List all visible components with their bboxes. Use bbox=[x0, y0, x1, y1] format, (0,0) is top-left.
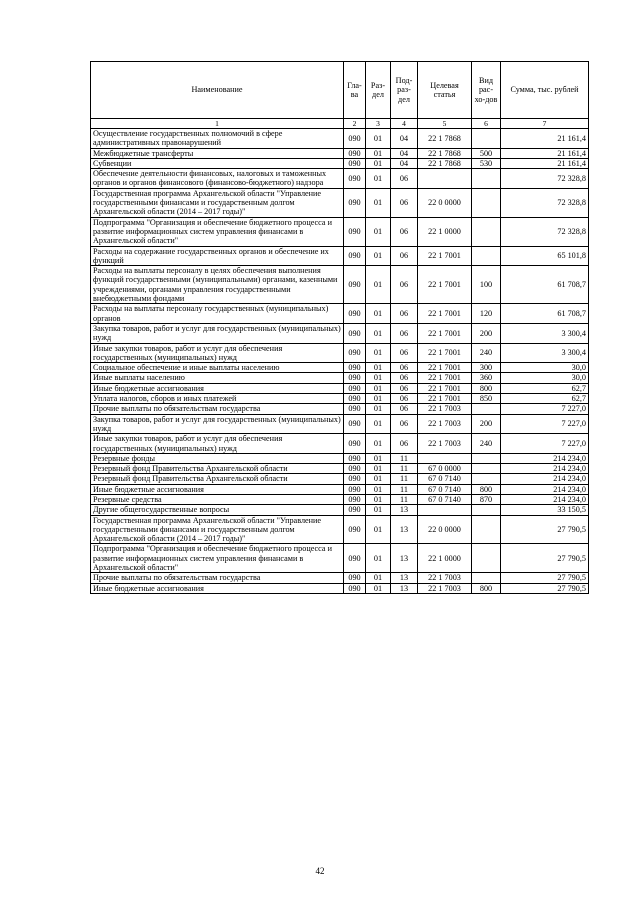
row-section: 01 bbox=[366, 323, 391, 343]
row-amount: 21 161,4 bbox=[501, 158, 589, 168]
row-expense-type: 500 bbox=[472, 148, 501, 158]
row-section: 01 bbox=[366, 217, 391, 246]
row-subsection: 11 bbox=[391, 453, 418, 463]
row-name: Иные закупки товаров, работ и услуг для обеспечения государственных (муниципальных) нужд bbox=[91, 434, 344, 454]
table-row bbox=[91, 266, 589, 304]
row-expense-type bbox=[472, 505, 501, 515]
row-amount: 3 300,4 bbox=[501, 323, 589, 343]
table-row bbox=[91, 484, 589, 494]
row-chapter: 090 bbox=[344, 453, 366, 463]
row-name: Иные выплаты населению bbox=[91, 373, 344, 383]
row-chapter: 090 bbox=[344, 474, 366, 484]
row-amount: 27 790,5 bbox=[501, 573, 589, 583]
row-name: Закупка товаров, работ и услуг для государственных (муниципальных) нужд bbox=[91, 323, 344, 343]
budget-table bbox=[90, 61, 589, 594]
table-row bbox=[91, 304, 589, 324]
row-chapter: 090 bbox=[344, 169, 366, 189]
row-section: 01 bbox=[366, 266, 391, 304]
row-chapter: 090 bbox=[344, 434, 366, 454]
row-name: Подпрограмма "Организация и обеспечение бюджетного процесса и развитие информационных систем управления финансами в Архангельской области" bbox=[91, 544, 344, 573]
table-row bbox=[91, 404, 589, 414]
table-row bbox=[91, 383, 589, 393]
row-chapter: 090 bbox=[344, 494, 366, 504]
row-amount: 33 150,5 bbox=[501, 505, 589, 515]
row-name: Прочие выплаты по обязательствам государства bbox=[91, 573, 344, 583]
header-name: Наименование bbox=[91, 62, 344, 119]
header-subsection: Под-раз-дел bbox=[391, 62, 418, 119]
row-subsection: 06 bbox=[391, 266, 418, 304]
table-row bbox=[91, 434, 589, 454]
row-amount: 61 708,7 bbox=[501, 266, 589, 304]
row-amount: 30,0 bbox=[501, 373, 589, 383]
row-subsection: 11 bbox=[391, 464, 418, 474]
row-subsection: 13 bbox=[391, 573, 418, 583]
row-subsection: 06 bbox=[391, 323, 418, 343]
row-target-article: 22 1 7003 bbox=[418, 404, 472, 414]
row-section: 01 bbox=[366, 148, 391, 158]
row-expense-type: 100 bbox=[472, 266, 501, 304]
row-target-article: 22 1 7003 bbox=[418, 583, 472, 593]
row-expense-type: 240 bbox=[472, 343, 501, 363]
row-section: 01 bbox=[366, 484, 391, 494]
page-number: 42 bbox=[315, 866, 325, 876]
row-expense-type bbox=[472, 169, 501, 189]
row-section: 01 bbox=[366, 505, 391, 515]
header-section: Раз-дел bbox=[366, 62, 391, 119]
row-target-article: 22 1 0000 bbox=[418, 217, 472, 246]
column-number: 3 bbox=[366, 119, 391, 129]
row-section: 01 bbox=[366, 573, 391, 583]
row-name: Социальное обеспечение и иные выплаты населению bbox=[91, 363, 344, 373]
row-expense-type: 120 bbox=[472, 304, 501, 324]
row-amount: 62,7 bbox=[501, 394, 589, 404]
row-target-article: 22 1 7001 bbox=[418, 363, 472, 373]
row-target-article: 22 1 7003 bbox=[418, 573, 472, 583]
table-row bbox=[91, 373, 589, 383]
row-target-article: 22 1 7003 bbox=[418, 414, 472, 434]
row-target-article: 67 0 7140 bbox=[418, 474, 472, 484]
row-target-article: 22 1 7868 bbox=[418, 148, 472, 158]
row-subsection: 06 bbox=[391, 304, 418, 324]
row-amount: 61 708,7 bbox=[501, 304, 589, 324]
row-name: Государственная программа Архангельской области "Управление государственными финансами и государственным долгом Архангельской области (2014 – 2017 годы)" bbox=[91, 188, 344, 217]
row-name: Резервные средства bbox=[91, 494, 344, 504]
row-subsection: 06 bbox=[391, 246, 418, 266]
row-chapter: 090 bbox=[344, 394, 366, 404]
row-target-article: 22 1 7868 bbox=[418, 129, 472, 149]
row-subsection: 11 bbox=[391, 474, 418, 484]
row-name: Уплата налогов, сборов и иных платежей bbox=[91, 394, 344, 404]
row-section: 01 bbox=[366, 246, 391, 266]
row-chapter: 090 bbox=[344, 343, 366, 363]
row-target-article: 22 0 0000 bbox=[418, 515, 472, 544]
row-name: Обеспечение деятельности финансовых, налоговых и таможенных органов и органов финансового (финансово-бюджетного) надзора bbox=[91, 169, 344, 189]
row-subsection: 13 bbox=[391, 515, 418, 544]
row-amount: 27 790,5 bbox=[501, 544, 589, 573]
row-target-article: 22 1 0000 bbox=[418, 544, 472, 573]
row-target-article: 22 1 7001 bbox=[418, 343, 472, 363]
row-target-article: 22 0 0000 bbox=[418, 188, 472, 217]
table-row bbox=[91, 363, 589, 373]
row-expense-type bbox=[472, 515, 501, 544]
row-chapter: 090 bbox=[344, 266, 366, 304]
row-section: 01 bbox=[366, 515, 391, 544]
row-section: 01 bbox=[366, 373, 391, 383]
row-chapter: 090 bbox=[344, 515, 366, 544]
row-section: 01 bbox=[366, 169, 391, 189]
row-subsection: 06 bbox=[391, 404, 418, 414]
table-row bbox=[91, 474, 589, 484]
row-expense-type bbox=[472, 188, 501, 217]
row-chapter: 090 bbox=[344, 246, 366, 266]
row-target-article: 22 1 7868 bbox=[418, 158, 472, 168]
row-chapter: 090 bbox=[344, 583, 366, 593]
row-section: 01 bbox=[366, 188, 391, 217]
row-expense-type: 800 bbox=[472, 383, 501, 393]
row-section: 01 bbox=[366, 494, 391, 504]
row-target-article: 22 1 7001 bbox=[418, 383, 472, 393]
row-section: 01 bbox=[366, 474, 391, 484]
row-name: Подпрограмма "Организация и обеспечение бюджетного процесса и развитие информационных систем управления финансами в Архангельской области" bbox=[91, 217, 344, 246]
row-chapter: 090 bbox=[344, 505, 366, 515]
row-name: Иные бюджетные ассигнования bbox=[91, 484, 344, 494]
table-row bbox=[91, 188, 589, 217]
header-expense-type: Вид рас-хо-дов bbox=[472, 62, 501, 119]
row-target-article: 67 0 7140 bbox=[418, 484, 472, 494]
row-name: Другие общегосударственные вопросы bbox=[91, 505, 344, 515]
row-name: Резервный фонд Правительства Архангельской области bbox=[91, 474, 344, 484]
row-expense-type: 850 bbox=[472, 394, 501, 404]
row-subsection: 13 bbox=[391, 583, 418, 593]
row-target-article: 22 1 7003 bbox=[418, 434, 472, 454]
row-amount: 214 234,0 bbox=[501, 453, 589, 463]
row-amount: 214 234,0 bbox=[501, 474, 589, 484]
row-section: 01 bbox=[366, 363, 391, 373]
row-expense-type: 800 bbox=[472, 583, 501, 593]
row-amount: 3 300,4 bbox=[501, 343, 589, 363]
row-section: 01 bbox=[366, 304, 391, 324]
row-expense-type bbox=[472, 246, 501, 266]
row-expense-type: 200 bbox=[472, 414, 501, 434]
header-target-article: Целевая статья bbox=[418, 62, 472, 119]
row-target-article bbox=[418, 453, 472, 463]
row-target-article: 22 1 7001 bbox=[418, 373, 472, 383]
row-name: Прочие выплаты по обязательствам государства bbox=[91, 404, 344, 414]
row-chapter: 090 bbox=[344, 304, 366, 324]
column-number-row bbox=[91, 119, 589, 129]
table-row bbox=[91, 414, 589, 434]
table-row bbox=[91, 246, 589, 266]
table-row bbox=[91, 169, 589, 189]
row-name: Закупка товаров, работ и услуг для государственных (муниципальных) нужд bbox=[91, 414, 344, 434]
row-expense-type bbox=[472, 573, 501, 583]
row-subsection: 13 bbox=[391, 544, 418, 573]
row-target-article: 67 0 7140 bbox=[418, 494, 472, 504]
column-number: 7 bbox=[501, 119, 589, 129]
row-name: Межбюджетные трансферты bbox=[91, 148, 344, 158]
row-subsection: 06 bbox=[391, 373, 418, 383]
row-amount: 214 234,0 bbox=[501, 494, 589, 504]
row-section: 01 bbox=[366, 434, 391, 454]
row-subsection: 04 bbox=[391, 129, 418, 149]
table-row bbox=[91, 158, 589, 168]
row-amount: 7 227,0 bbox=[501, 434, 589, 454]
row-expense-type: 240 bbox=[472, 434, 501, 454]
row-subsection: 06 bbox=[391, 343, 418, 363]
row-target-article: 22 1 7001 bbox=[418, 394, 472, 404]
row-chapter: 090 bbox=[344, 188, 366, 217]
row-expense-type bbox=[472, 404, 501, 414]
row-amount: 65 101,8 bbox=[501, 246, 589, 266]
row-chapter: 090 bbox=[344, 217, 366, 246]
row-amount: 72 328,8 bbox=[501, 188, 589, 217]
header-chapter: Гла-ва bbox=[344, 62, 366, 119]
row-chapter: 090 bbox=[344, 404, 366, 414]
row-section: 01 bbox=[366, 158, 391, 168]
row-name: Расходы на выплаты персоналу в целях обеспечения выполнения функций государственными (муниципальными) органами, казенными учреждениями, органами управления государственными внебюджетными фондами bbox=[91, 266, 344, 304]
column-number: 4 bbox=[391, 119, 418, 129]
row-target-article: 22 1 7001 bbox=[418, 323, 472, 343]
row-amount: 30,0 bbox=[501, 363, 589, 373]
table-row bbox=[91, 343, 589, 363]
row-name: Субвенции bbox=[91, 158, 344, 168]
row-expense-type: 530 bbox=[472, 158, 501, 168]
row-target-article: 67 0 0000 bbox=[418, 464, 472, 474]
row-subsection: 06 bbox=[391, 414, 418, 434]
row-amount: 27 790,5 bbox=[501, 515, 589, 544]
row-subsection: 11 bbox=[391, 484, 418, 494]
row-amount: 21 161,4 bbox=[501, 129, 589, 149]
row-subsection: 06 bbox=[391, 434, 418, 454]
row-expense-type bbox=[472, 464, 501, 474]
row-name: Иные бюджетные ассигнования bbox=[91, 383, 344, 393]
table-body bbox=[91, 129, 589, 594]
row-target-article: 22 1 7001 bbox=[418, 246, 472, 266]
row-chapter: 090 bbox=[344, 414, 366, 434]
table-row bbox=[91, 505, 589, 515]
row-name: Государственная программа Архангельской области "Управление государственными финансами и государственным долгом Архангельской области (2014 – 2017 годы)" bbox=[91, 515, 344, 544]
row-section: 01 bbox=[366, 404, 391, 414]
row-amount: 7 227,0 bbox=[501, 414, 589, 434]
row-subsection: 11 bbox=[391, 494, 418, 504]
row-chapter: 090 bbox=[344, 363, 366, 373]
row-amount: 72 328,8 bbox=[501, 169, 589, 189]
table-row bbox=[91, 494, 589, 504]
table-row bbox=[91, 453, 589, 463]
row-section: 01 bbox=[366, 453, 391, 463]
row-chapter: 090 bbox=[344, 373, 366, 383]
row-subsection: 06 bbox=[391, 394, 418, 404]
table-row bbox=[91, 148, 589, 158]
table-row bbox=[91, 394, 589, 404]
row-section: 01 bbox=[366, 394, 391, 404]
row-chapter: 090 bbox=[344, 383, 366, 393]
row-subsection: 06 bbox=[391, 383, 418, 393]
table-row bbox=[91, 323, 589, 343]
row-chapter: 090 bbox=[344, 148, 366, 158]
row-amount: 27 790,5 bbox=[501, 583, 589, 593]
row-section: 01 bbox=[366, 343, 391, 363]
row-chapter: 090 bbox=[344, 464, 366, 474]
row-expense-type bbox=[472, 129, 501, 149]
row-subsection: 06 bbox=[391, 363, 418, 373]
column-number: 1 bbox=[91, 119, 344, 129]
row-expense-type: 800 bbox=[472, 484, 501, 494]
row-amount: 214 234,0 bbox=[501, 484, 589, 494]
table-row bbox=[91, 573, 589, 583]
row-section: 01 bbox=[366, 383, 391, 393]
row-amount: 7 227,0 bbox=[501, 404, 589, 414]
row-expense-type bbox=[472, 544, 501, 573]
row-expense-type: 870 bbox=[472, 494, 501, 504]
row-amount: 72 328,8 bbox=[501, 217, 589, 246]
row-target-article bbox=[418, 169, 472, 189]
header-amount: Сумма, тыс. рублей bbox=[501, 62, 589, 119]
row-amount: 21 161,4 bbox=[501, 148, 589, 158]
table-row bbox=[91, 129, 589, 149]
row-expense-type bbox=[472, 453, 501, 463]
row-name: Иные бюджетные ассигнования bbox=[91, 583, 344, 593]
row-name: Расходы на содержание государственных органов и обеспечение их функций bbox=[91, 246, 344, 266]
row-section: 01 bbox=[366, 583, 391, 593]
table-row bbox=[91, 464, 589, 474]
header-row bbox=[91, 62, 589, 119]
row-chapter: 090 bbox=[344, 484, 366, 494]
table-row bbox=[91, 544, 589, 573]
row-subsection: 06 bbox=[391, 217, 418, 246]
row-chapter: 090 bbox=[344, 323, 366, 343]
row-expense-type: 300 bbox=[472, 363, 501, 373]
row-subsection: 06 bbox=[391, 169, 418, 189]
column-number: 5 bbox=[418, 119, 472, 129]
row-subsection: 04 bbox=[391, 158, 418, 168]
row-chapter: 090 bbox=[344, 129, 366, 149]
row-chapter: 090 bbox=[344, 544, 366, 573]
row-amount: 62,7 bbox=[501, 383, 589, 393]
row-name: Расходы на выплаты персоналу государственных (муниципальных) органов bbox=[91, 304, 344, 324]
row-section: 01 bbox=[366, 414, 391, 434]
row-chapter: 090 bbox=[344, 158, 366, 168]
row-target-article: 22 1 7001 bbox=[418, 304, 472, 324]
row-name: Резервный фонд Правительства Архангельской области bbox=[91, 464, 344, 474]
row-section: 01 bbox=[366, 464, 391, 474]
row-name: Осуществление государственных полномочий в сфере административных правонарушений bbox=[91, 129, 344, 149]
row-subsection: 06 bbox=[391, 188, 418, 217]
row-name: Иные закупки товаров, работ и услуг для обеспечения государственных (муниципальных) нужд bbox=[91, 343, 344, 363]
row-expense-type: 200 bbox=[472, 323, 501, 343]
column-number: 2 bbox=[344, 119, 366, 129]
row-expense-type: 360 bbox=[472, 373, 501, 383]
row-amount: 214 234,0 bbox=[501, 464, 589, 474]
row-subsection: 13 bbox=[391, 505, 418, 515]
column-number: 6 bbox=[472, 119, 501, 129]
row-target-article bbox=[418, 505, 472, 515]
table-row bbox=[91, 583, 589, 593]
row-subsection: 04 bbox=[391, 148, 418, 158]
row-section: 01 bbox=[366, 129, 391, 149]
table-row bbox=[91, 217, 589, 246]
row-name: Резервные фонды bbox=[91, 453, 344, 463]
row-expense-type bbox=[472, 217, 501, 246]
row-target-article: 22 1 7001 bbox=[418, 266, 472, 304]
table-row bbox=[91, 515, 589, 544]
row-chapter: 090 bbox=[344, 573, 366, 583]
row-expense-type bbox=[472, 474, 501, 484]
row-section: 01 bbox=[366, 544, 391, 573]
